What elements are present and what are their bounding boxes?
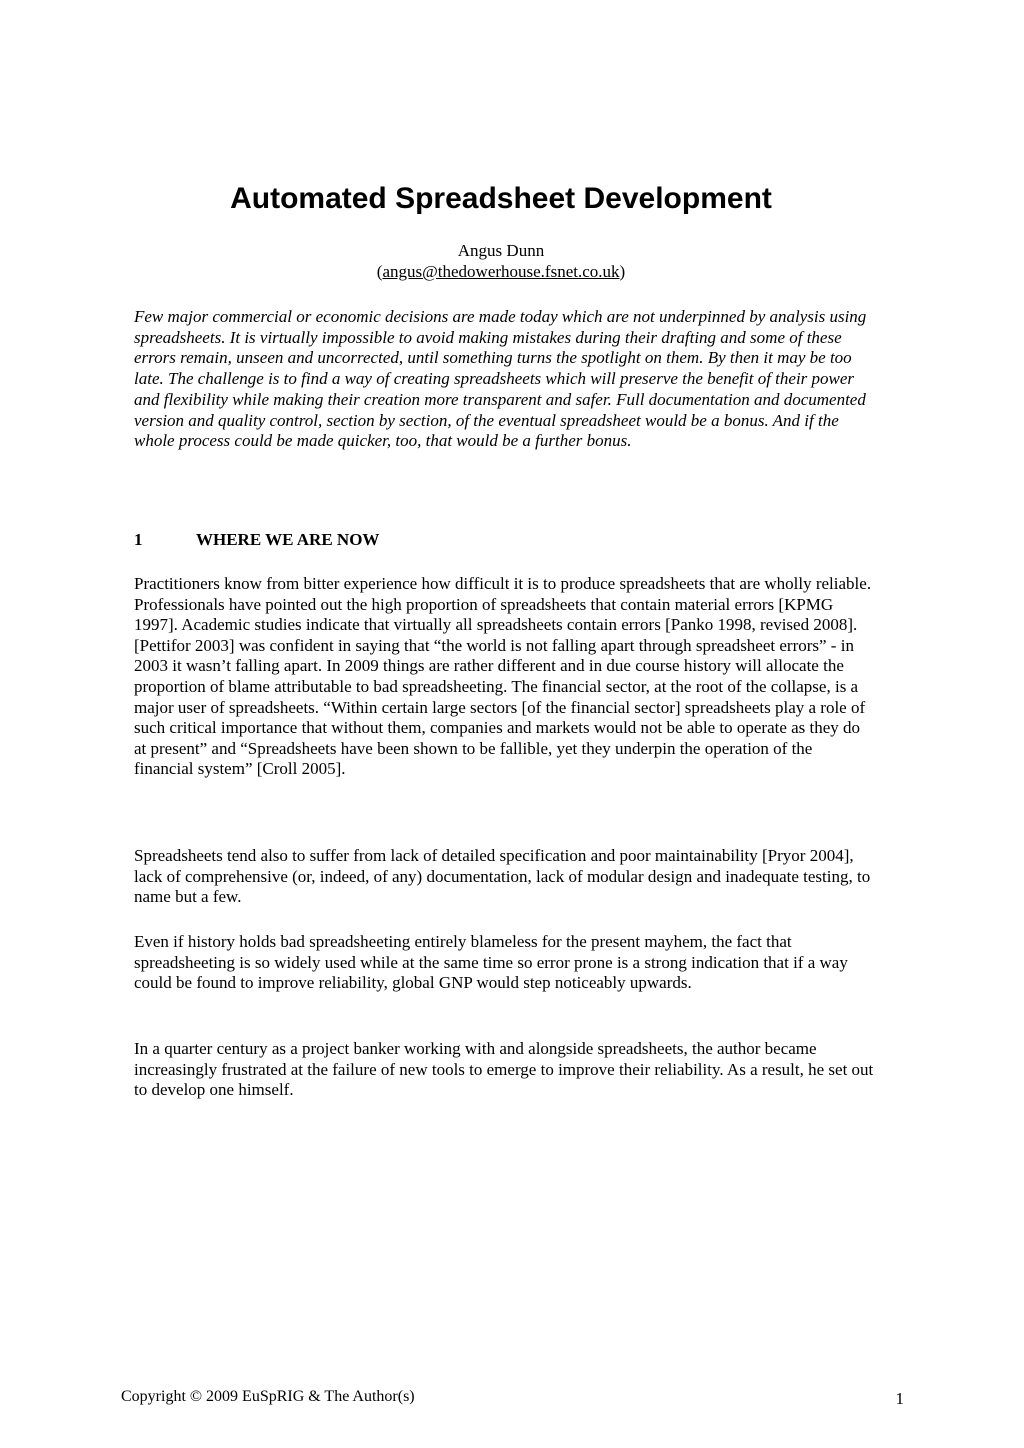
section-number: 1 bbox=[134, 530, 143, 549]
paper-title: Automated Spreadsheet Development bbox=[230, 182, 772, 215]
body-paragraph: In a quarter century as a project banker working with and alongside spreadsheets, the author became increasingly frustrated at the failure of new tools to emerge to improve their reliability. As a result, he set out to develop one himself. bbox=[134, 1039, 874, 1100]
author-email-link[interactable]: angus@thedowerhouse.fsnet.co.uk bbox=[382, 262, 620, 281]
author-email-line bbox=[0, 261, 1002, 282]
body-paragraph: Even if history holds bad spreadsheeting entirely blameless for the present mayhem, the fact that spreadsheeting is so widely used while at the same time so error prone is a strong indication that if a way could be found to improve reliability, global GNP would step noticeably upwards. bbox=[134, 932, 848, 993]
body-paragraph: Spreadsheets tend also to suffer from lack of detailed specification and poor maintainability [Pryor 2004], lack of comprehensive (or, indeed, of any) documentation, lack of modular design and inadequate testing, to name but a few. bbox=[134, 846, 871, 907]
section-title: WHERE WE ARE NOW bbox=[196, 530, 380, 549]
body-paragraph: Practitioners know from bitter experience how difficult it is to produce spreadsheets that are wholly reliable. Professionals have pointed out the high proportion of spreadsheets that contain material errors [KPMG 1997]. Academic studies indicate that virtually all spreadsheets contain errors [Panko 1998, revised 2008]. [Pettifor 2003] was confident in saying that “the world is not falling apart through spreadsheet errors” - in 2003 it wasn’t falling apart. In 2009 things are rather different and in due course history will allocate the proportion of blame attributable to bad spreadsheeting. The financial sector, at the root of the collapse, is a major user of spreadsheets. “Within certain large sectors [of the financial sector] spreadsheets play a role of such critical importance that without them, companies and markets would not be able to operate as they do at present” and “Spreadsheets have been shown to be fallible, yet they underpin the operation of the financial system” [Croll 2005]. bbox=[134, 574, 872, 779]
email-close-paren: ) bbox=[619, 262, 626, 281]
author-name: Angus Dunn bbox=[457, 241, 545, 260]
author-block bbox=[0, 240, 1002, 282]
page-number: 1 bbox=[895, 1389, 904, 1408]
footer-copyright: Copyright © 2009 EuSpRIG & The Author(s) bbox=[121, 1388, 415, 1405]
abstract: Few major commercial or economic decisions are made today which are not underpinned by analysis using spreadsheets. It is virtually impossible to avoid making mistakes during their drafting and some of these errors remain, unseen and uncorrected, until something turns the spotlight on them. By then it may be too late. The challenge is to find a way of creating spreadsheets which will preserve the benefit of their power and flexibility while making their creation more transparent and safer. Full documentation and documented version and quality control, section by section, of the eventual spreadsheet would be a bonus. And if the whole process could be made quicker, too, that would be a further bonus. bbox=[134, 307, 867, 451]
email-open-paren: ( bbox=[376, 262, 383, 281]
section-heading bbox=[134, 529, 379, 550]
